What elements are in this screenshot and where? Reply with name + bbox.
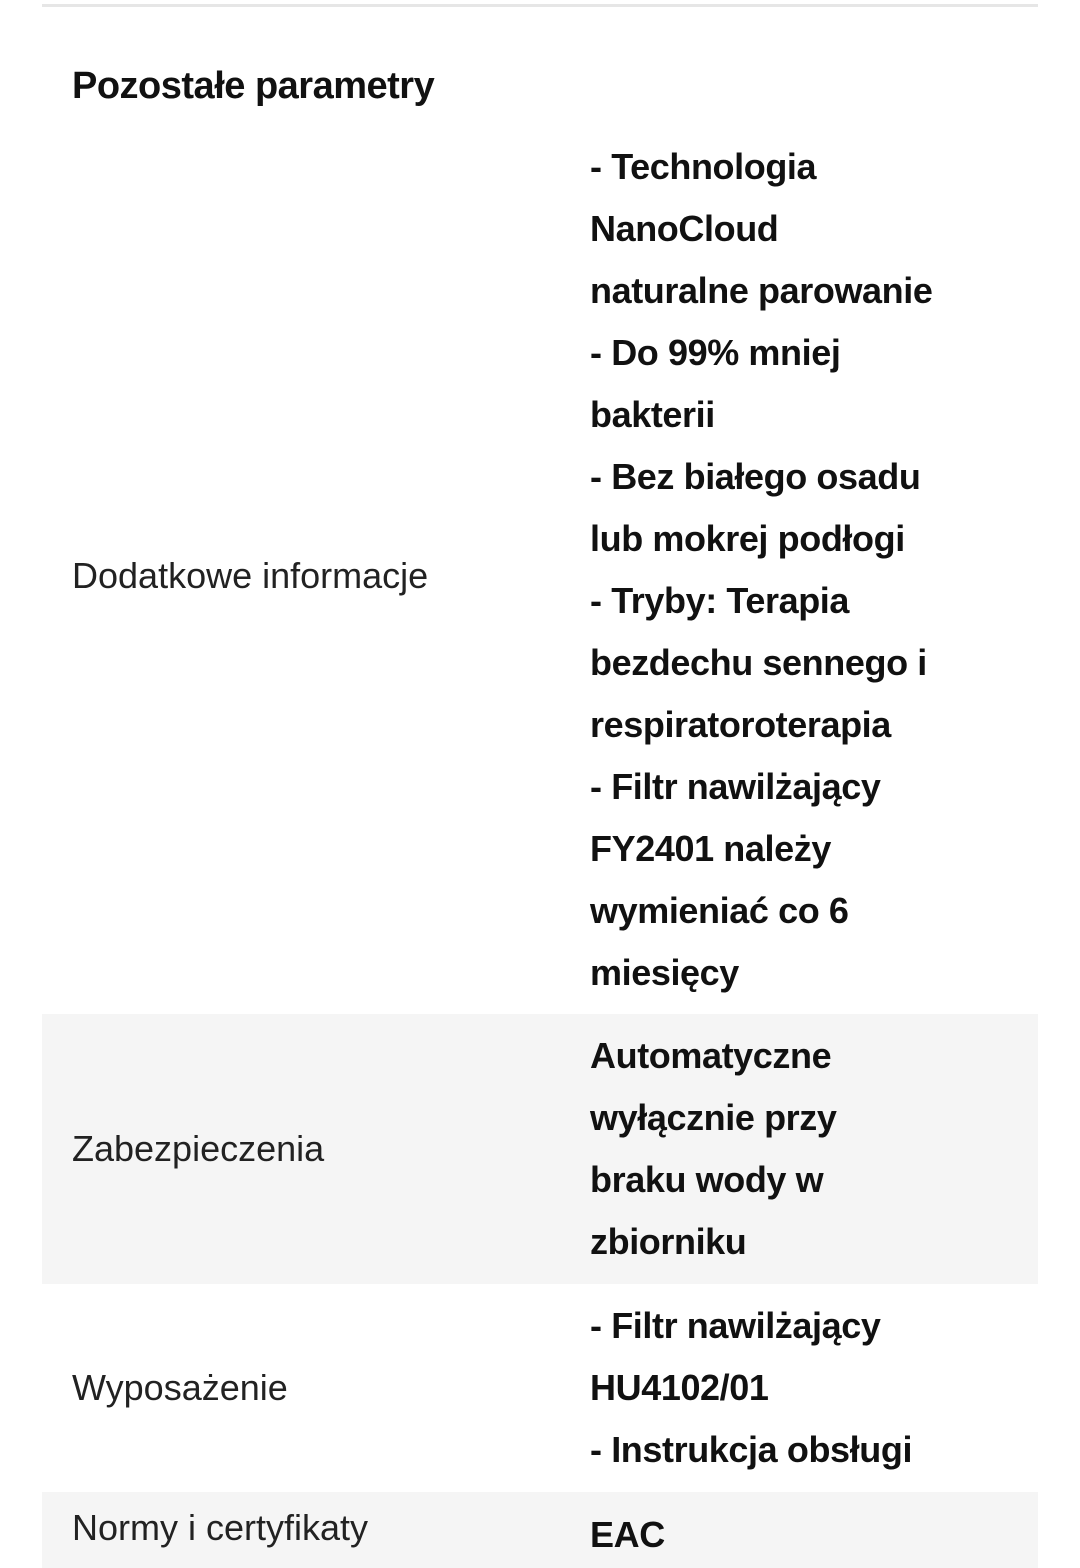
- parameter-value: - Filtr nawilżający HU4102/01 - Instrukcja obsługi: [590, 1305, 913, 1470]
- parameter-value: - Technologia NanoCloud naturalne parowanie - Do 99% mniej bakterii - Bez białego osadu lub mokrej podłogi - Tryby: Terapia bezdechu sennego i respiratoroterapia - Filtr nawilżający FY2401 należy wymieniać co 6 miesięcy: [590, 146, 933, 993]
- parameter-value: EAC: [590, 1514, 665, 1555]
- parameter-value: Automatyczne wyłącznie przy braku wody w zbiorniku: [590, 1035, 837, 1262]
- top-divider: [42, 0, 1038, 7]
- section-title: Pozostałe parametry: [72, 65, 435, 107]
- parameter-row-certificates: [42, 1492, 1038, 1568]
- parameter-label: Dodatkowe informacje: [72, 555, 429, 596]
- parameter-label: Wyposażenie: [72, 1367, 288, 1408]
- parameter-label: Normy i certyfikaty: [72, 1507, 369, 1548]
- parameter-row-equipment: [42, 1284, 1038, 1492]
- parameter-label: Zabezpieczenia: [72, 1128, 325, 1169]
- parameter-row-additional-info: [42, 138, 1038, 1014]
- parameters-table: [42, 138, 1038, 1568]
- parameter-row-safety: [42, 1014, 1038, 1284]
